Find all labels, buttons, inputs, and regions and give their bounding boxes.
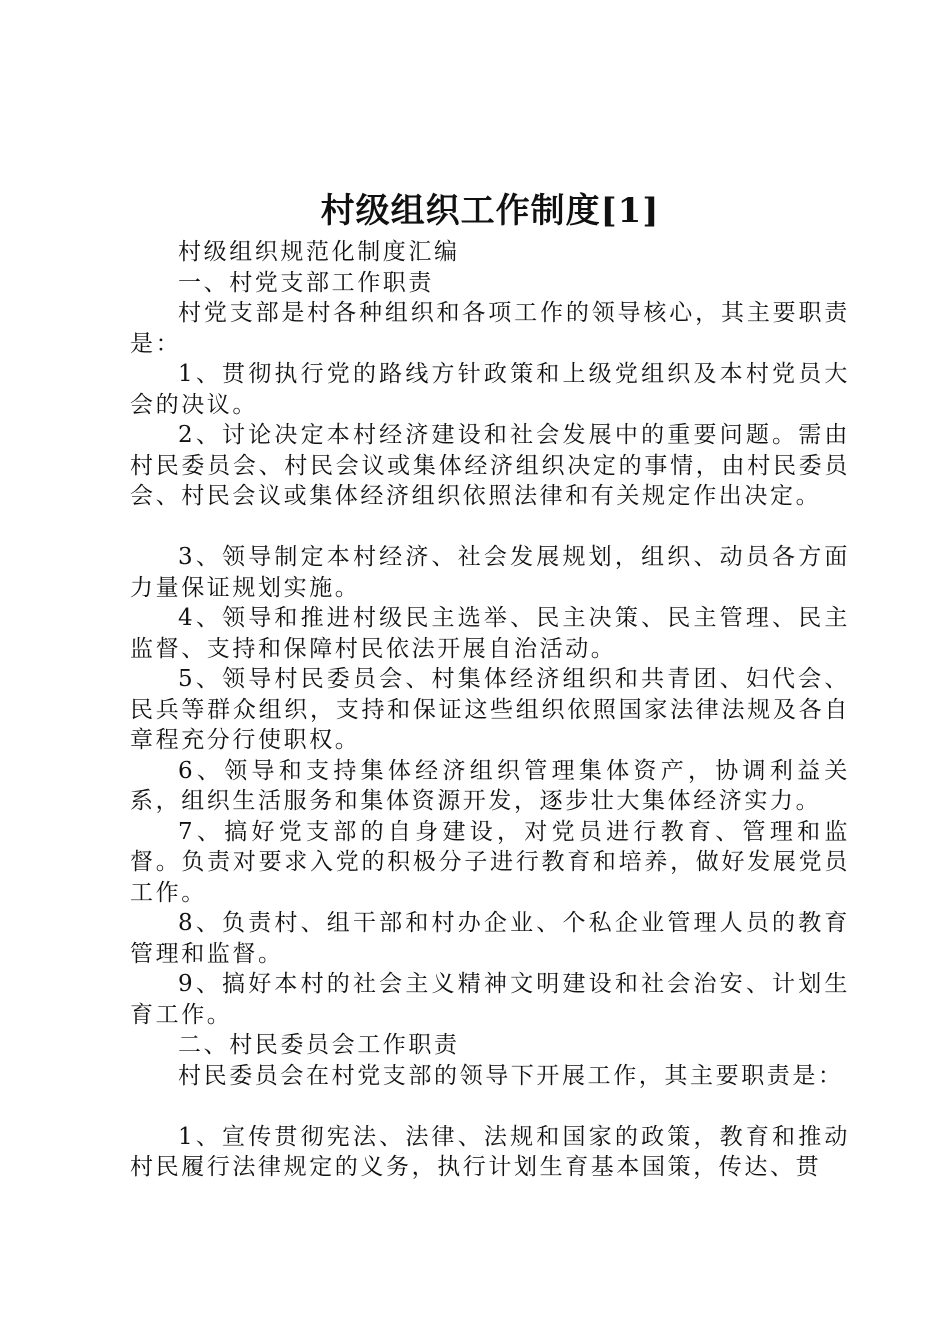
- paragraph-party-item-7: 7、搞好党支部的自身建设，对党员进行教育、管理和监督。负责对要求入党的积极分子进行教育和培养，做好发展党员工作。: [130, 818, 850, 906]
- blank-line: [130, 1091, 850, 1122]
- section-heading-villagers-committee: 二、村民委员会工作职责: [178, 1032, 460, 1058]
- blank-line: [130, 512, 850, 543]
- paragraph-party-branch-intro: 村党支部是村各种组织和各项工作的领导核心，其主要职责是：: [130, 300, 850, 357]
- paragraph-party-item-2: 2、讨论决定本村经济建设和社会发展中的重要问题。需由村民委员会、村民会议或集体经济组织决定的事情，由村民委员会、村民会议或集体经济组织依照法律和有关规定作出决定。: [130, 422, 850, 509]
- paragraph-committee-item-1: 1、宣传贯彻宪法、法律、法规和国家的政策，教育和推动村民履行法律规定的义务，执行计划生育基本国策，传达、贯: [130, 1123, 850, 1180]
- paragraph-party-item-6: 6、领导和支持集体经济组织管理集体资产，协调利益关系，组织生活服务和集体资源开发，逐步壮大集体经济实力。: [130, 757, 850, 814]
- paragraph-party-item-9: 9、搞好本村的社会主义精神文明建设和社会治安、计划生育工作。: [130, 971, 850, 1028]
- section-heading-party-branch: 一、村党支部工作职责: [178, 269, 434, 296]
- paragraph-committee-intro: 村民委员会在村党支部的领导下开展工作，其主要职责是：: [178, 1062, 844, 1089]
- paragraph-party-item-4: 4、领导和推进村级民主选举、民主决策、民主管理、民主监督、支持和保障村民依法开展自治活动。: [130, 605, 850, 662]
- paragraph-party-item-8: 8、负责村、组干部和村办企业、个私企业管理人员的教育管理和监督。: [130, 910, 850, 967]
- paragraph-compilation-title: 村级组织规范化制度汇编: [178, 239, 460, 265]
- document-title: 村级组织工作制度[1]: [320, 191, 660, 231]
- document-page: [130, 185, 850, 1183]
- paragraph-party-item-1: 1、贯彻执行党的路线方针政策和上级党组织及本村党员大会的决议。: [130, 361, 850, 418]
- paragraph-party-item-5: 5、领导村民委员会、村集体经济组织和共青团、妇代会、民兵等群众组织，支持和保证这些组织依照国家法律法规及各自章程充分行使职权。: [130, 666, 850, 753]
- paragraph-party-item-3: 3、领导制定本村经济、社会发展规划，组织、动员各方面力量保证规划实施。: [130, 544, 850, 601]
